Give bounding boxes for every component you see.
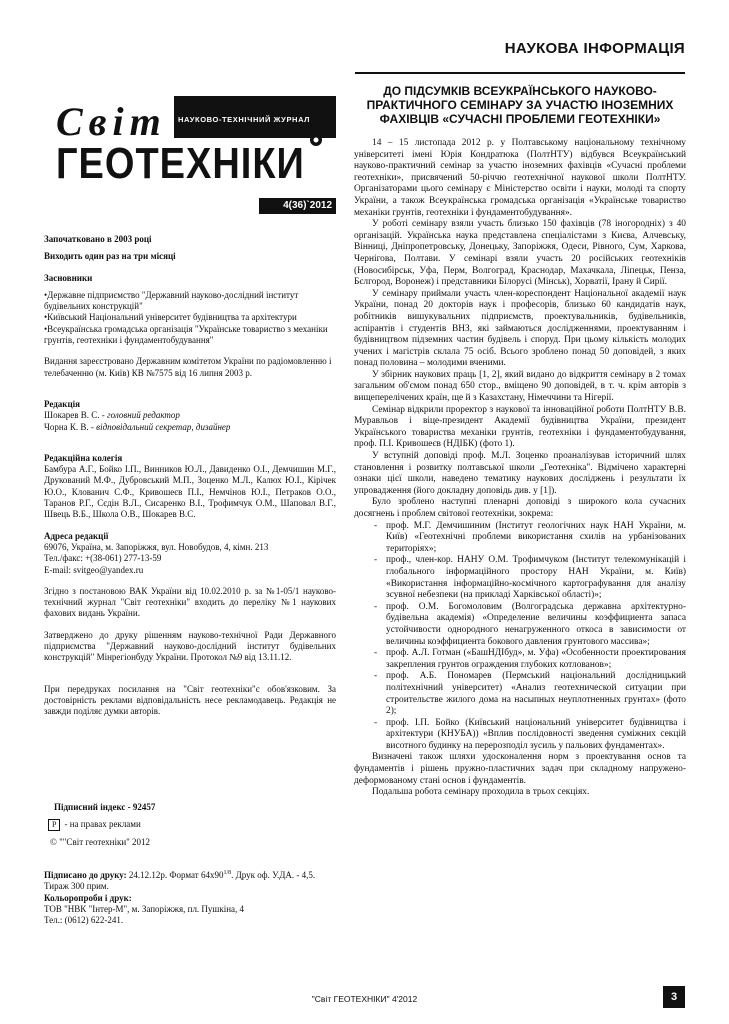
article-title: ДО ПІДСУМКІВ ВСЕУКРАЇНСЬКОГО НАУКОВО-ПРАКТИЧНОГО СЕМІНАРУ ЗА УЧАСТЮ ІНОЗЕМНИХ ФАХІВЦІВ «СУЧАСНІ ПРОБЛЕМИ ГЕОТЕХНІКИ» [366, 84, 674, 126]
logo-title-main: ГЕОТЕХНІКИ [56, 140, 305, 189]
email-link[interactable]: E-mail: svitgeo@yandex.ru [44, 564, 144, 575]
talk-item: - проф. І.П. Бойко (Київський національний університет будівництва і архітектури (КНУБА)) «Вплив послідовності зведення суміжних секцій висотного будинку на перерозподіл зусиль у пальових фундаментах». [372, 718, 686, 753]
article-paragraph: У семінару приймали участь член-кореспондент Національної академії наук України, понад 20 докторів наук і професорів, близько 60 кандидатів наук, робітників вишукувальних підприємств, проектувальників, будівельників, аспірантів і студентів ВНЗ, які займаються дослідженнями, проектуванням і будівництвом підземних частин будівель і споруд. При цьому кількість молодих учених і магістрів склала 75 осіб. Всього зроблено понад 50 доповідей, з яких понад половина – молодими вченими. [354, 288, 686, 369]
header-rule [355, 72, 685, 74]
logo-title-top: Світ [56, 99, 167, 144]
article-paragraph: Визначені також шляхи удосконалення норм з проектування основ та фундаментів і рішень пружно-пластичних задач при складному напружено-деформованому стані основ і фундаментів. [354, 752, 686, 786]
logo-subtitle: НАУКОВО-ТЕХНІЧНИЙ ЖУРНАЛ [178, 115, 311, 124]
founder-item: •Київський Національний університет будівництва та архітектури [44, 312, 297, 323]
talk-item: - проф. А.Л. Готман («БашНДІбуд», м. Уфа) «Особенности проектирования закрепления грунтов ограждения глубоких котлованов»; [372, 648, 686, 671]
board-heading: Редакційна колегія [44, 452, 123, 463]
approval-note: Затверджено до друку рішенням науково-технічної Ради Державного підприємства "Державний науково-дослідний інститут будівельних конструкцій" Мінрегіонбуду України. Протокол №9 від 13.11.12. [44, 629, 336, 663]
registration-note: Видання зареєстровано Державним комітетом України по радіомовленню і телебаченню (м. Київ) КВ №7575 від 16 липня 2003 р. [44, 356, 332, 378]
gear-icon [308, 132, 324, 148]
issue-badge: 4(36)`2012 [259, 198, 336, 214]
talk-item: - проф. М.Г. Демчишиним (Інститут геологічних наук НАН України, м. Київ) «Геотехнічні проблеми використання схилів на урбанізованих територіях»; [372, 521, 686, 556]
editor-name: Шокарев В. С. - [44, 410, 108, 421]
secretary-name: Чорна К. В. - [44, 421, 97, 432]
founders-heading: Засновники [44, 272, 93, 283]
print-signed-label: Підписано до друку: [44, 870, 127, 881]
secretary-line [44, 422, 336, 433]
founder-item: •Державне підприємство "Державний науково-дослідний інститут будівельних конструкцій" [44, 289, 299, 312]
editorial-heading: Редакція [44, 398, 81, 409]
talks-list [354, 521, 686, 753]
editor-line [44, 410, 336, 421]
ad-marker: Р [48, 819, 60, 831]
secretary-role: відповідальний секретар, дизайнер [96, 421, 231, 432]
printer-phone: Тел.: (0612) 622-241. [44, 915, 124, 926]
article [354, 84, 686, 799]
print-fraction: 1/8 [223, 870, 232, 877]
frequency-line: Виходить один раз на три місяці [44, 251, 176, 262]
subscription-index: Підписний індекс - 92457 [54, 801, 156, 812]
section-header: НАУКОВА ІНФОРМАЦІЯ [504, 40, 685, 57]
print-format: 24.12.12р. Формат 64х90 [126, 870, 224, 881]
address-text: 69076, Україна, м. Запоріжжя, вул. Новобудов, 4, кімн. 213 [44, 541, 269, 552]
article-paragraph: Семінар відкрили проректор з наукової та інноваційної роботи ПолтНТУ В.В. Муравльов і віце-президент Академії будівництва України, президент Українського товариства механіки грунтів, геотехніки і фундаментобудування, проф. П.І. Кривошеєв (НДІБК) (фото 1). [354, 404, 686, 450]
imprint-column [44, 234, 336, 927]
vak-note: Згідно з постановою ВАК України від 10.02.2010 р. за №1-05/1 науково-технічний журнал "Світ геотехніки" входить до переліку №1 наукових фахових видань України. [44, 585, 336, 619]
page-footer: "Світ ГЕОТЕХНІКИ" 4'2012 [311, 994, 418, 1004]
article-paragraph: 14 – 15 листопада 2012 р. у Полтавському національному технічному університеті імені Юрія Кондратюка (ПолтНТУ) відбувся Всеукраїнський науково-практичний семінар за участю іноземних фахівців «Сучасні проблеми геотехніки», присвячений 50-річчю геотехнічної наукової школи ПолтНТУ. Організаторами цього семінару є Міністерство освіти і науки, молоді та спорту України, а також Всеукраїнська громадська організація «Українське товариство механіки грунтів, геотехніки і фундаментобудування». [354, 138, 686, 218]
ad-line [44, 819, 336, 831]
article-paragraph: У вступній доповіді проф. М.Л. Зоценко проаналізував історичний шлях становлення і розвитку полтавської школи „Геотехніка". Відмічено характерні ознаки цієї школи, наведено тематику наукових досліджень і результати їх упровадження (його докладну доповідь див. у [1]). [354, 451, 686, 496]
reprint-note: При передруках посилання на "Світ геотехніки"є обов'язковим. За достовірність реклами відповідальність несе рекламодавець. Редакція не завжди поділяє думки авторів. [44, 683, 336, 717]
talk-item: - проф. А.Б. Пономарев (Пермський національний дослідницький політехнічний університет) «Анализ геотехнической ситуации при строительстве жилого дома на насыпных неуплотненных грунтах» (фото 2); [372, 671, 686, 717]
colorproofs-label: Кольоропроби і друк: [44, 892, 132, 903]
print-details [44, 868, 336, 893]
page-number: 3 [663, 986, 685, 1008]
journal-logo [56, 88, 336, 218]
article-paragraph: Було зроблено наступні пленарні доповіді з широкого кола сучасних досягнень і проблем світової геотехніки, зокрема: [354, 497, 686, 519]
address-heading: Адреса редакції [44, 530, 109, 541]
article-paragraph: Подальша робота семінару проходила в трьох секціях. [372, 787, 590, 798]
talk-item: - проф., член-кор. НАНУ О.М. Трофимчуком (Інститут телекомунікацій і глобального інформаційного простору НАН України, м. Київ) «Використання інформаційно-космічного картографування для аналізу зсувної небезпеки (на прикладі Харківської області)»; [372, 555, 686, 601]
print-rest: . Друк оф. У.ДА. - 4,5. Тираж 300 прим. [44, 870, 316, 892]
phone-text: Тел./факс: +(38-061) 277-13-59 [44, 553, 162, 564]
article-paragraph: У роботі семінару взяли участь близько 150 фахівців (78 іногородніх) з 40 організацій. Українська наука представлена спеціалістами з Києва, Алчевську, Вінниці, Дніпропетровську, Донецьку, Запоріжжя, Одеси, Рівного, Сум, Харкова, Чернігова, Полтави. У семінарі взяли участь 20 російських геотехніків (Новосибірськ, Уфа, Перм, Волгоград, Краснодар, Махачкала, Ліпецьк, Пенза, Бєлгород, Воронеж) і представники Білорусі (Мінськ), Хорватії, Ірану й Сирії. [354, 219, 686, 288]
founder-item: •Всеукраїнська громадська організація "Українське товариство з механіки грунтів, геотехніки і фундаментобудування" [44, 323, 328, 346]
board-members: Бамбура А.Г., Бойко І.П., Винников Ю.Л., Давиденко О.І., Демчишин М.Г., Друкований М.Ф., Дубровський М.П., Зоценко М.Л., Калюх Ю.І., Кірічек Ю.О., Клованич С.Ф., Кривошеєв П.І., Немчінов Ю.І., Петраков О.О., Таранов Р.Г., Сєдін В.Л., Сисаренко В.І., Трофимчук О.М., Шаповал В.Г., Швець В.Б., Школа О.В., Шокарев В.С. [44, 464, 336, 520]
ad-rights: - на правах реклами [64, 818, 141, 829]
printer-name: ТОВ "НВК "Інтер-М", м. Запоріжжя, пл. Пушкіна, 4 [44, 903, 245, 914]
copyright: © ""Світ геотехніки" 2012 [50, 836, 151, 847]
talk-item: - проф. О.М. Богомоловим (Волгоградська державна архітектурно-будівельна академія) «Определение величины коэффициента запаса устойчивости однородного ненагруженного откоса в зависимости от величины коэффициента бокового давления грунтового массива»; [372, 602, 686, 648]
founded-line: Започатковано в 2003 році [44, 234, 152, 244]
article-paragraph: У збірник наукових праць [1, 2], який видано до відкриття семінару в 2 томах загальним об'ємом понад 650 стор., вміщено 90 доповідей, в т. ч. крім авторів з вищеперелічених країн, ще й з Казахстану, Німеччини та Нігерії. [354, 369, 686, 404]
editor-role: головний редактор [107, 410, 180, 421]
